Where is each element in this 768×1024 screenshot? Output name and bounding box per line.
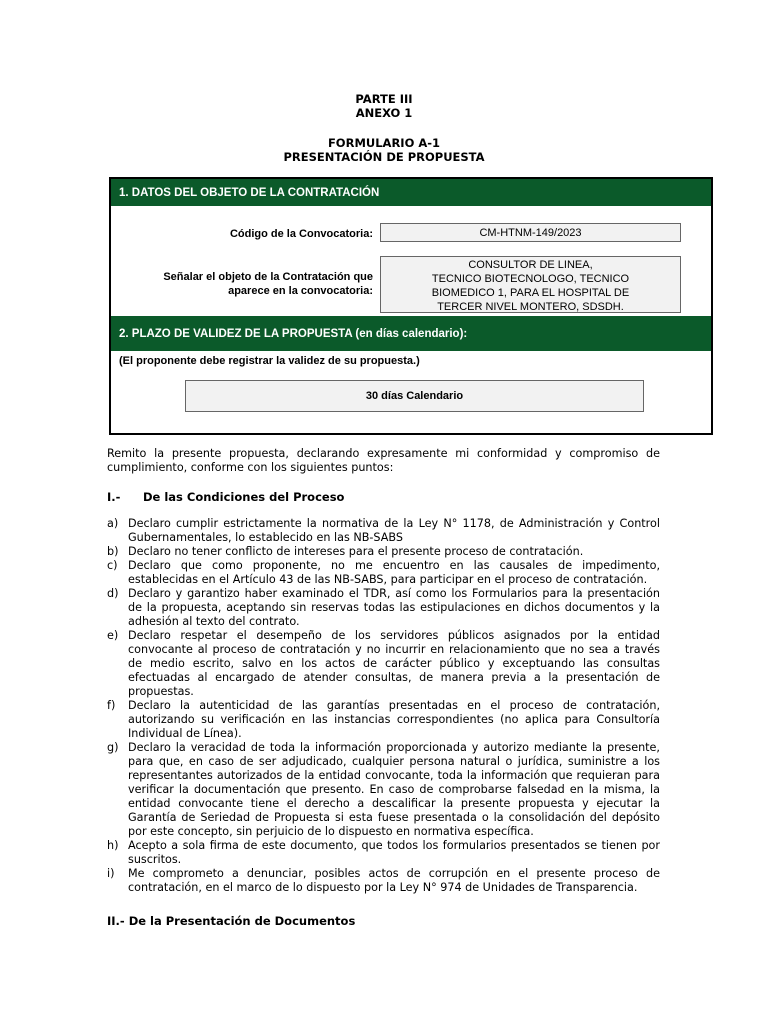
list-item (107, 587, 660, 629)
list-marker: c) (107, 559, 118, 572)
validity-field[interactable]: 30 días Calendario (185, 380, 644, 412)
page-title: PRESENTACIÓN DE PROPUESTA (283, 150, 485, 164)
documents-heading: II.- De la Presentación de Documentos (107, 914, 356, 928)
annex-heading: ANEXO 1 (355, 106, 413, 120)
object-field-line: TECNICO BIOTECNOLOGO, TECNICO (431, 273, 630, 285)
list-marker: e) (107, 629, 119, 642)
object-field-line: TERCER NIVEL MONTERO, SDSDH. (437, 301, 624, 313)
list-text: Declaro cumplir estrictamente la normativa de la Ley N° 1178, de Administración y Control Gubernamentales, lo establecido en las NB-SABS (128, 517, 660, 544)
list-item (107, 839, 660, 867)
list-marker: b) (107, 545, 119, 558)
conditions-list (107, 517, 660, 895)
list-text: Declaro no tener conflicto de intereses para el presente proceso de contratación. (128, 545, 584, 558)
form-heading: FORMULARIO A-1 (327, 136, 441, 150)
section1-heading: 1. DATOS DEL OBJETO DE LA CONTRATACIÓN (111, 179, 711, 206)
conditions-title: De las Condiciones del Proceso (143, 490, 345, 504)
list-item (107, 559, 660, 587)
list-text: Declaro que como proponente, no me encuentro en las causales de impedimento, establecidas en el Artículo 43 de las NB-SABS, para participar en el proceso de contratación. (128, 559, 660, 586)
object-label-line: Señalar el objeto de la Contratación que (163, 271, 373, 283)
list-text: Declaro respetar el desempeño de los servidores públicos asignados por la entidad convocante al proceso de contratación y no incurrir en relacionamiento que no sea a través de medio escrito, salvo en los actos de carácter público y exceptuando las consultas efectuadas al encargado de atender consultas, de manera previa a la presentación de propuestas. (128, 629, 660, 698)
conditions-heading (107, 490, 345, 504)
section2-heading: 2. PLAZO DE VALIDEZ DE LA PROPUESTA (en días calendario): (111, 316, 711, 351)
object-label (111, 270, 373, 298)
list-item (107, 629, 660, 699)
list-text: Declaro y garantizo haber examinado el TDR, así como los Formularios para la presentación de la propuesta, aceptando sin reservas todas las estipulaciones en dichos documentos y la adhesión al texto del contrato. (128, 587, 660, 628)
intro-paragraph: Remito la presente propuesta, declarando expresamente mi conformidad y compromiso de cumplimiento, conforme con los siguientes puntos: (107, 447, 660, 474)
list-text: Me comprometo a denunciar, posibles actos de corrupción en el presente proceso de contratación, en el marco de lo dispuesto por la Ley N° 974 de Unidades de Transparencia. (128, 867, 660, 894)
list-text: Declaro la autenticidad de las garantías presentadas en el proceso de contratación, autorizando su verificación en las instancias correspondientes (no aplica para Consultoría Individual de Línea). (128, 699, 660, 740)
list-item (107, 867, 660, 895)
list-text: Acepto a sola firma de este documento, que todos los formularios presentados se tienen por suscritos. (128, 839, 660, 866)
list-item (107, 741, 660, 839)
conditions-number: I.- (107, 490, 121, 504)
list-marker: f) (107, 699, 116, 712)
part-heading: PARTE III (355, 92, 413, 106)
list-marker: d) (107, 587, 119, 600)
list-item (107, 699, 660, 741)
list-item (107, 517, 660, 545)
list-marker: h) (107, 839, 119, 852)
object-field-line: CONSULTOR DE LINEA, (468, 259, 593, 271)
code-label: Código de la Convocatoria: (229, 228, 373, 240)
list-item (107, 545, 660, 559)
object-label-line: aparece en la convocatoria: (228, 285, 373, 297)
list-marker: a) (107, 517, 119, 530)
validity-note: (El proponente debe registrar la validez de su propuesta.) (119, 355, 420, 367)
list-marker: g) (107, 741, 119, 754)
form-box (109, 177, 713, 435)
list-text: Declaro la veracidad de toda la información proporcionada y autorizo mediante la presente, para que, en caso de ser adjudicado, cualquier persona natural o jurídica, suministre a los representantes autorizados de la entidad convocante, toda la información que requieran para verificar la documentación que presento. En caso de comprobarse falsedad en la misma, la entidad convocante tiene el derecho a descalificar la presente propuesta y ejecutar la Garantía de Seriedad de Propuesta si esta fuese presentada o la consolidación del depósito por este concepto, sin perjuicio de lo dispuesto en normativa específica. (128, 741, 660, 838)
object-field-line: BIOMEDICO 1, PARA EL HOSPITAL DE (431, 287, 630, 299)
list-marker: i) (107, 867, 115, 880)
object-field[interactable] (380, 256, 681, 313)
code-field[interactable]: CM-HTNM-149/2023 (380, 223, 681, 242)
